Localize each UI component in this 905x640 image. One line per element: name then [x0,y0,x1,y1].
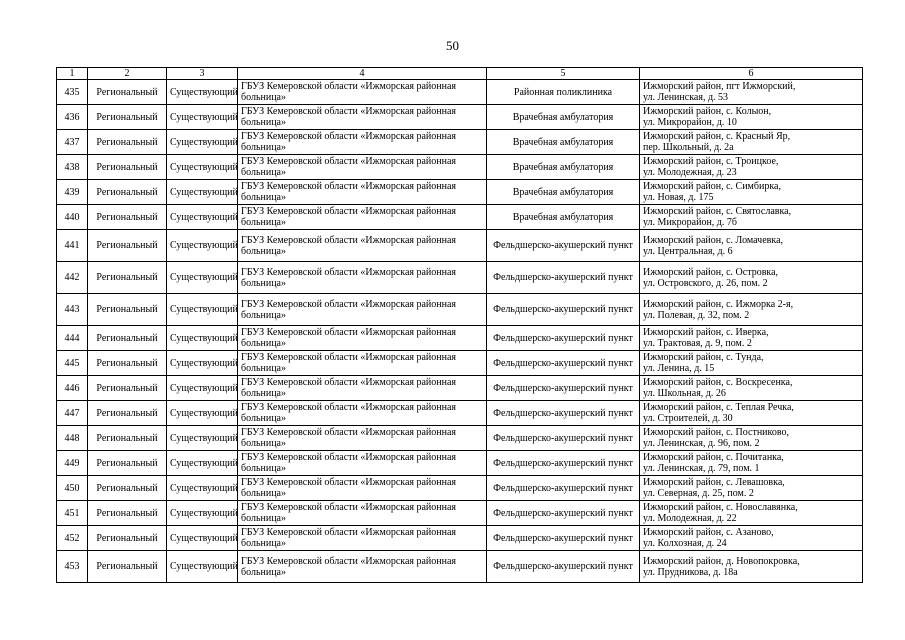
address-line: Ижморский район, с. Колыон, [643,106,772,117]
address-line: ул. Северная, д. 25, пом. 2 [643,488,754,499]
table-row [57,426,863,451]
address-cell [640,80,863,105]
address-line: ул. Ленинская, д. 96, пом. 2 [643,438,760,449]
table-row [57,155,863,180]
organization-cell: ГБУЗ Кемеровской области «Ижморская районная больница» [238,551,487,583]
facility-type-cell: Врачебная амбулатория [487,180,640,205]
table-body [57,80,863,583]
table-row [57,105,863,130]
facility-type-cell: Фельдшерско-акушерский пункт [487,476,640,501]
level-cell: Региональный [88,130,167,155]
level-cell: Региональный [88,294,167,326]
address-line: Ижморский район, с. Теплая Речка, [643,402,794,413]
table-row [57,130,863,155]
facilities-table [56,67,863,583]
row-number: 453 [57,551,88,583]
address-cell [640,476,863,501]
row-number: 437 [57,130,88,155]
facility-type-cell: Фельдшерско-акушерский пункт [487,551,640,583]
organization-cell: ГБУЗ Кемеровской области «Ижморская районная больница» [238,401,487,426]
address-line: Ижморский район, с. Ижморка 2-я, [643,298,794,310]
address-line: Ижморский район, с. Ломачевка, [643,234,784,246]
address-line: Ижморский район, д. Новопокровка, [643,555,800,567]
level-cell: Региональный [88,451,167,476]
row-number: 448 [57,426,88,451]
address-cell [640,351,863,376]
column-header: 1 [57,68,88,80]
address-line: ул. Полевая, д. 32, пом. 2 [643,309,750,321]
level-cell: Региональный [88,180,167,205]
address-line: Ижморский район, пгт Ижморский, [643,81,796,92]
row-number: 451 [57,501,88,526]
address-line: ул. Ленинская, д. 53 [643,92,729,103]
organization-cell: ГБУЗ Кемеровской области «Ижморская районная больница» [238,451,487,476]
organization-cell: ГБУЗ Кемеровской области «Ижморская районная больница» [238,155,487,180]
facility-type-cell: Фельдшерско-акушерский пункт [487,426,640,451]
status-cell: Существующий [167,262,238,294]
row-number: 443 [57,294,88,326]
address-line: Ижморский район, с. Святославка, [643,206,792,217]
row-number: 444 [57,326,88,351]
address-line: ул. Островского, д. 26, пом. 2 [643,277,768,289]
status-cell: Существующий [167,401,238,426]
address-line: Ижморский район, с. Симбирка, [643,181,781,192]
table-row [57,476,863,501]
status-cell: Существующий [167,426,238,451]
address-line: ул. Центральная, д. 6 [643,245,733,257]
column-header: 3 [167,68,238,80]
facility-type-cell: Фельдшерско-акушерский пункт [487,451,640,476]
address-line: Ижморский район, с. Почитанка, [643,452,784,463]
facility-type-cell: Фельдшерско-акушерский пункт [487,376,640,401]
column-header: 5 [487,68,640,80]
status-cell: Существующий [167,294,238,326]
status-cell: Существующий [167,105,238,130]
level-cell: Региональный [88,80,167,105]
status-cell: Существующий [167,326,238,351]
row-number: 449 [57,451,88,476]
address-line: Ижморский район, с. Азаново, [643,527,774,538]
address-cell [640,155,863,180]
address-cell [640,326,863,351]
status-cell: Существующий [167,351,238,376]
address-line: ул. Молодежная, д. 23 [643,167,737,178]
page-number: 50 [446,38,459,53]
organization-cell: ГБУЗ Кемеровской области «Ижморская районная больница» [238,326,487,351]
facility-type-cell: Фельдшерско-акушерский пункт [487,230,640,262]
address-line: ул. Строителей, д. 30 [643,413,733,424]
organization-cell: ГБУЗ Кемеровской области «Ижморская районная больница» [238,426,487,451]
facility-type-cell: Фельдшерско-акушерский пункт [487,351,640,376]
table-row [57,551,863,583]
table-row [57,526,863,551]
level-cell: Региональный [88,501,167,526]
column-header: 6 [640,68,863,80]
facility-type-cell: Фельдшерско-акушерский пункт [487,294,640,326]
row-number: 452 [57,526,88,551]
table-row [57,451,863,476]
address-line: Ижморский район, с. Постниково, [643,427,790,438]
level-cell: Региональный [88,376,167,401]
address-cell [640,501,863,526]
table-row [57,401,863,426]
facility-type-cell: Врачебная амбулатория [487,105,640,130]
address-line: ул. Ленинская, д. 79, пом. 1 [643,463,760,474]
status-cell: Существующий [167,230,238,262]
address-line: ул. Молодежная, д. 22 [643,513,737,524]
address-cell [640,426,863,451]
address-line: Ижморский район, с. Иверка, [643,327,769,338]
address-line: ул. Прудникова, д. 18а [643,566,738,578]
organization-cell: ГБУЗ Кемеровской области «Ижморская районная больница» [238,294,487,326]
row-number: 445 [57,351,88,376]
level-cell: Региональный [88,326,167,351]
column-header: 2 [88,68,167,80]
table-row [57,351,863,376]
address-line: Ижморский район, с. Троицкое, [643,156,779,167]
organization-cell: ГБУЗ Кемеровской области «Ижморская районная больница» [238,180,487,205]
address-line: ул. Трактовая, д. 9, пом. 2 [643,338,752,349]
facility-type-cell: Фельдшерско-акушерский пункт [487,401,640,426]
organization-cell: ГБУЗ Кемеровской области «Ижморская районная больница» [238,501,487,526]
address-line: Ижморский район, с. Новославянка, [643,502,798,513]
organization-cell: ГБУЗ Кемеровской области «Ижморская районная больница» [238,351,487,376]
address-cell [640,105,863,130]
row-number: 439 [57,180,88,205]
organization-cell: ГБУЗ Кемеровской области «Ижморская районная больница» [238,130,487,155]
row-number: 440 [57,205,88,230]
status-cell: Существующий [167,80,238,105]
facility-type-cell: Районная поликлиника [487,80,640,105]
level-cell: Региональный [88,426,167,451]
status-cell: Существующий [167,155,238,180]
table-header-row [57,68,863,80]
address-line: Ижморский район, с. Воскресенка, [643,377,793,388]
column-header: 4 [238,68,487,80]
row-number: 447 [57,401,88,426]
organization-cell: ГБУЗ Кемеровской области «Ижморская районная больница» [238,105,487,130]
status-cell: Существующий [167,526,238,551]
level-cell: Региональный [88,105,167,130]
table-row [57,501,863,526]
address-line: Ижморский район, с. Левашовка, [643,477,785,488]
level-cell: Региональный [88,230,167,262]
address-cell [640,262,863,294]
table-row [57,376,863,401]
address-cell [640,130,863,155]
address-cell [640,401,863,426]
address-cell [640,205,863,230]
address-line: ул. Ленина, д. 15 [643,363,715,374]
organization-cell: ГБУЗ Кемеровской области «Ижморская районная больница» [238,376,487,401]
address-cell [640,551,863,583]
address-cell [640,526,863,551]
status-cell: Существующий [167,205,238,230]
level-cell: Региональный [88,205,167,230]
organization-cell: ГБУЗ Кемеровской области «Ижморская районная больница» [238,476,487,501]
organization-cell: ГБУЗ Кемеровской области «Ижморская районная больница» [238,80,487,105]
row-number: 438 [57,155,88,180]
address-line: ул. Школьная, д. 26 [643,388,726,399]
address-cell [640,180,863,205]
address-line: ул. Микрорайон, д. 7б [643,217,737,228]
organization-cell: ГБУЗ Кемеровской области «Ижморская районная больница» [238,526,487,551]
status-cell: Существующий [167,180,238,205]
table-row [57,262,863,294]
table-row [57,230,863,262]
level-cell: Региональный [88,351,167,376]
table-row [57,205,863,230]
facility-type-cell: Фельдшерско-акушерский пункт [487,326,640,351]
row-number: 450 [57,476,88,501]
level-cell: Региональный [88,401,167,426]
level-cell: Региональный [88,262,167,294]
status-cell: Существующий [167,476,238,501]
facility-type-cell: Врачебная амбулатория [487,155,640,180]
level-cell: Региональный [88,526,167,551]
status-cell: Существующий [167,451,238,476]
facility-type-cell: Фельдшерско-акушерский пункт [487,501,640,526]
address-line: ул. Микрорайон, д. 10 [643,117,737,128]
address-line: пер. Школьный, д. 2а [643,142,734,153]
facility-type-cell: Врачебная амбулатория [487,130,640,155]
row-number: 446 [57,376,88,401]
row-number: 436 [57,105,88,130]
row-number: 435 [57,80,88,105]
address-line: ул. Новая, д. 175 [643,192,714,203]
address-cell [640,451,863,476]
status-cell: Существующий [167,551,238,583]
level-cell: Региональный [88,155,167,180]
table-row [57,80,863,105]
organization-cell: ГБУЗ Кемеровской области «Ижморская районная больница» [238,230,487,262]
table-row [57,180,863,205]
status-cell: Существующий [167,130,238,155]
address-line: Ижморский район, с. Красный Яр, [643,131,791,142]
facility-type-cell: Фельдшерско-акушерский пункт [487,262,640,294]
address-cell [640,230,863,262]
address-cell [640,294,863,326]
row-number: 442 [57,262,88,294]
address-cell [640,376,863,401]
status-cell: Существующий [167,501,238,526]
table-row [57,294,863,326]
address-line: Ижморский район, с. Тунда, [643,352,764,363]
address-line: Ижморский район, с. Островка, [643,266,779,278]
level-cell: Региональный [88,551,167,583]
facility-type-cell: Фельдшерско-акушерский пункт [487,526,640,551]
table-row [57,326,863,351]
status-cell: Существующий [167,376,238,401]
facility-type-cell: Врачебная амбулатория [487,205,640,230]
level-cell: Региональный [88,476,167,501]
organization-cell: ГБУЗ Кемеровской области «Ижморская районная больница» [238,262,487,294]
organization-cell: ГБУЗ Кемеровской области «Ижморская районная больница» [238,205,487,230]
address-line: ул. Колхозная, д. 24 [643,538,727,549]
row-number: 441 [57,230,88,262]
